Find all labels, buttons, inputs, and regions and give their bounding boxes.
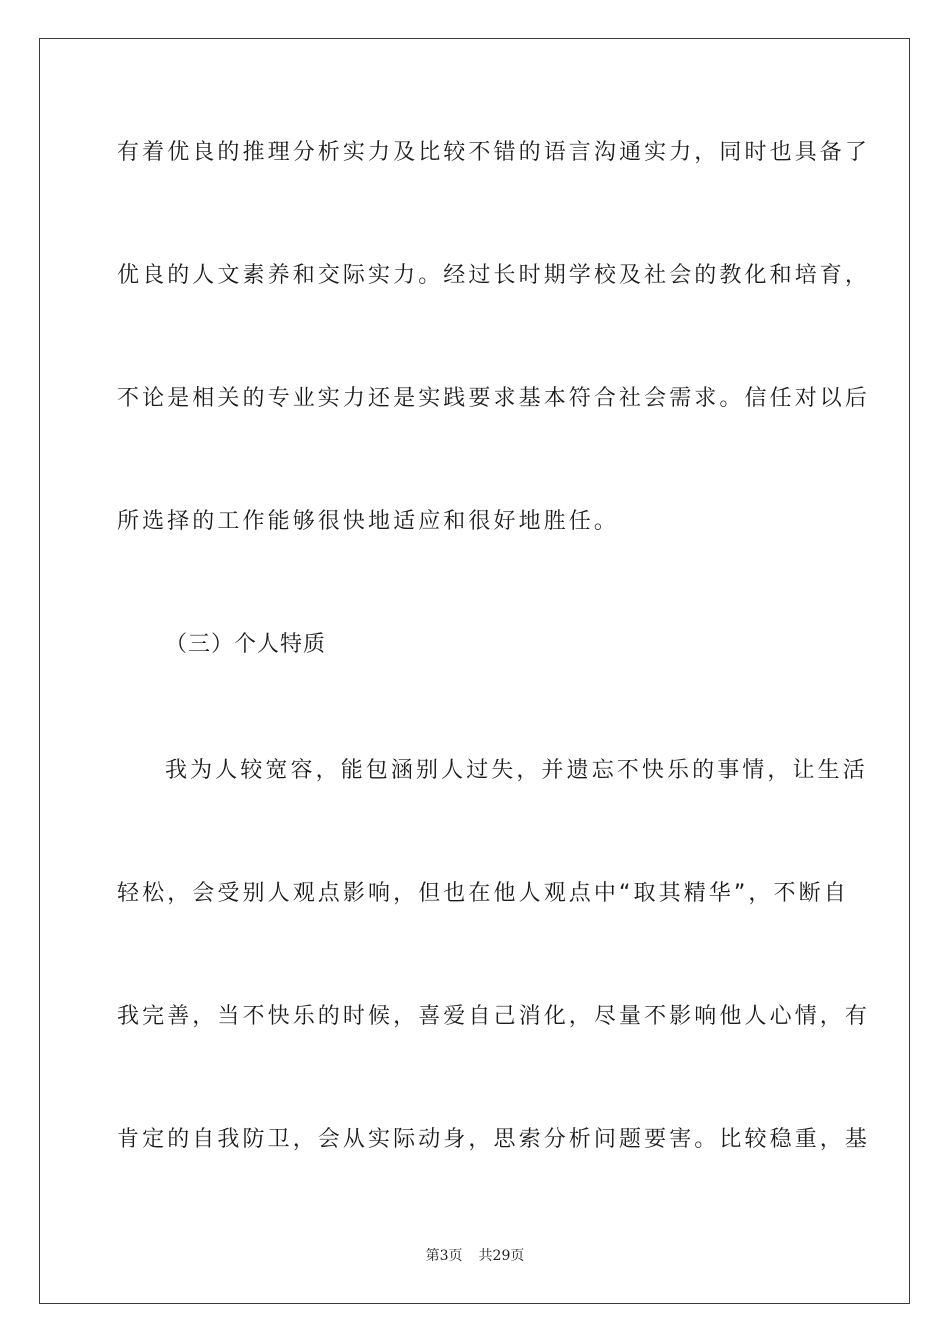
- section-heading: （三）个人特质: [165, 632, 327, 657]
- paragraph-line: 不论是相关的专业实力还是实践要求基本符合社会需求。信任对以后: [117, 386, 871, 411]
- paragraph-line: 所选择的工作能够很快地适应和很好地胜任。: [117, 509, 620, 534]
- paragraph-line: 轻松，会受别人观点影响，但也在他人观点中“取其精华”，不断自: [117, 881, 849, 906]
- paragraph-line: 我为人较宽容，能包涵别人过失，并遗忘不快乐的事情，让生活: [165, 758, 868, 783]
- paragraph-line: 肯定的自我防卫，会从实际动身，思索分析问题要害。比较稳重，基: [117, 1127, 871, 1152]
- paragraph-line: 优良的人文素养和交际实力。经过长时期学校及社会的教化和培育，: [117, 263, 871, 288]
- page-total: 共29页: [478, 1248, 525, 1264]
- page-border: [39, 38, 910, 1304]
- page-footer: [0, 1247, 950, 1265]
- paragraph-line: 我完善，当不快乐的时候，喜爱自己消化，尽量不影响他人心情，有: [117, 1004, 871, 1029]
- page-number: 第3页: [425, 1248, 463, 1264]
- paragraph-line: 有着优良的推理分析实力及比较不错的语言沟通实力，同时也具备了: [117, 140, 871, 165]
